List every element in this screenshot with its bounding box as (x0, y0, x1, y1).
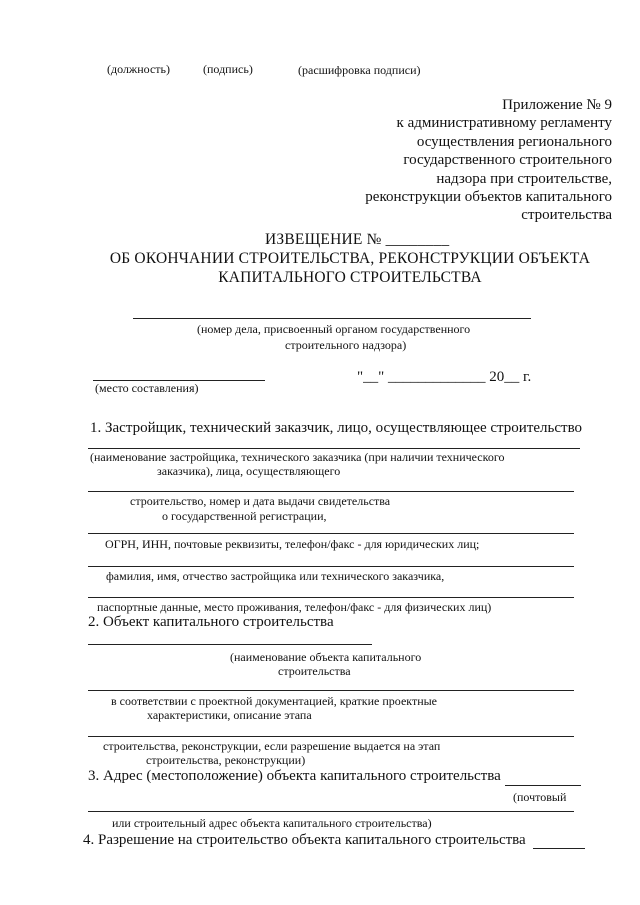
appendix-line: осуществления регионального (416, 133, 612, 150)
section-2-line[interactable] (88, 736, 574, 737)
section-2-line[interactable] (88, 690, 574, 691)
appendix-line: строительства (521, 207, 612, 224)
appendix-line: реконструкции объектов капитального (365, 189, 612, 206)
appendix-line: к административному регламенту (396, 115, 612, 132)
place-caption: (место составления) (95, 381, 199, 395)
section-1-line[interactable] (88, 491, 574, 492)
date-field[interactable]: "__" _____________ 20__ г. (357, 369, 532, 385)
appendix-line: государственного строительного (403, 152, 612, 169)
section-3-heading: 3. Адрес (местоположение) объекта капитального строительства (88, 768, 501, 784)
signature-decoding-caption: (расшифровка подписи) (298, 63, 421, 77)
position-caption: (должность) (107, 62, 170, 76)
section-2-caption: характеристики, описание этапа (147, 708, 312, 722)
appendix-block (272, 96, 612, 225)
section-2-heading: 2. Объект капитального строительства (88, 614, 334, 630)
section-3-caption: или строительный адрес объекта капитального строительства) (112, 816, 432, 830)
section-4-heading: 4. Разрешение на строительство объекта капитального строительства (83, 832, 526, 848)
notice-subtitle-2: КАПИТАЛЬНОГО СТРОИТЕЛЬСТВА (218, 269, 482, 286)
signature-caption: (подпись) (203, 62, 253, 76)
section-2-caption: строительства, реконструкции) (146, 753, 306, 767)
section-1-caption: ОГРН, ИНН, почтовые реквизиты, телефон/факс - для юридических лиц; (105, 537, 480, 551)
section-2-caption: (наименование объекта капитального (230, 650, 422, 664)
case-number-caption: (номер дела, присвоенный органом государственного (197, 322, 471, 336)
case-number-caption: строительного надзора) (285, 338, 407, 352)
section-3-caption: (почтовый (513, 790, 567, 804)
section-1-line[interactable] (88, 566, 574, 567)
section-1-caption: (наименование застройщика, технического заказчика (при наличии технического (90, 450, 505, 464)
section-1-caption: фамилия, имя, отчество застройщика или технического заказчика, (106, 569, 445, 583)
section-2-caption: строительства, реконструкции, если разрешение выдается на этап (103, 739, 441, 753)
section-1-caption: о государственной регистрации, (162, 509, 327, 523)
section-2-caption: в соответствии с проектной документацией, краткие проектные (111, 694, 437, 708)
case-number-line[interactable] (133, 318, 531, 319)
section-1-caption: паспортные данные, место проживания, телефон/факс - для физических лиц) (97, 600, 492, 614)
section-1-caption: заказчика), лица, осуществляющего (157, 464, 341, 478)
section-3-line-short[interactable] (505, 785, 581, 786)
section-1-line[interactable] (88, 533, 574, 534)
notice-subtitle-1: ОБ ОКОНЧАНИИ СТРОИТЕЛЬСТВА, РЕКОНСТРУКЦИИ ОБЪЕКТА (109, 250, 591, 267)
section-2-caption: строительства (278, 664, 351, 678)
section-1-heading: 1. Застройщик, технический заказчик, лицо, осуществляющее строительство (90, 420, 583, 436)
appendix-line: надзора при строительстве, (436, 170, 612, 187)
section-3-line[interactable] (88, 811, 574, 812)
notice-title: ИЗВЕЩЕНИЕ № ________ (265, 231, 450, 248)
appendix-number: Приложение № 9 (502, 97, 612, 113)
section-2-line[interactable] (88, 644, 372, 645)
section-1-line[interactable] (88, 597, 574, 598)
section-1-line[interactable] (88, 448, 580, 449)
section-4-line[interactable] (533, 848, 585, 849)
section-1-caption: строительство, номер и дата выдачи свидетельства (130, 494, 391, 508)
